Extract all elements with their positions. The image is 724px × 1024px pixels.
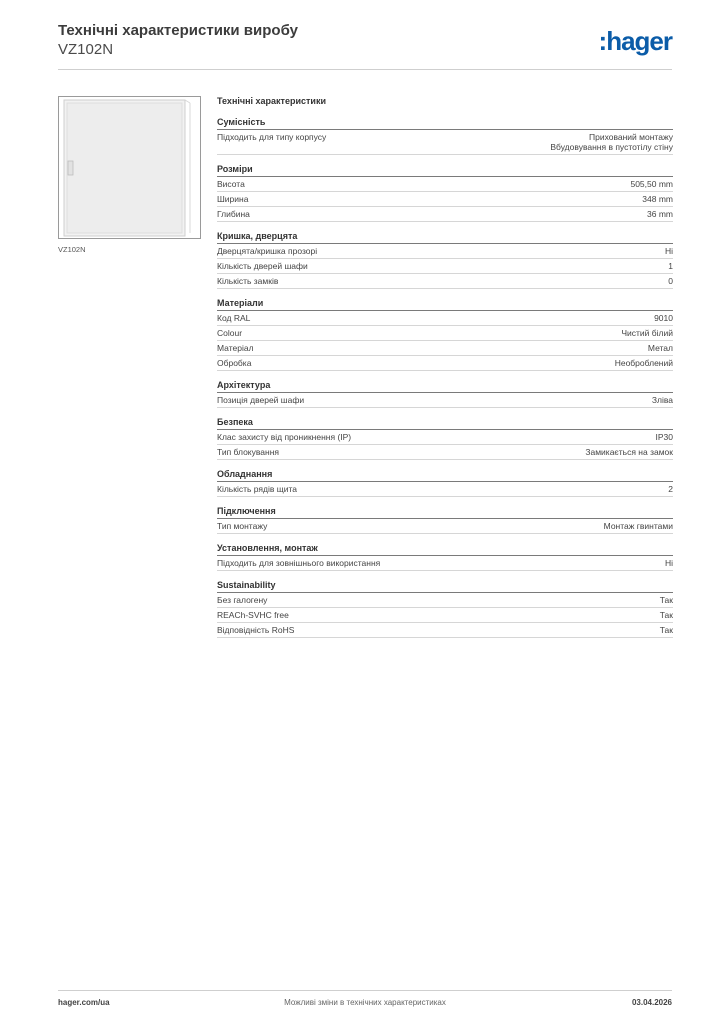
footer-website: hager.com/ua bbox=[58, 998, 110, 1007]
spec-value bbox=[656, 432, 674, 442]
spec-row bbox=[217, 207, 673, 222]
spec-row bbox=[217, 393, 673, 408]
spec-value bbox=[630, 179, 673, 189]
spec-value bbox=[665, 558, 673, 568]
section-title: Обладнання bbox=[217, 469, 673, 482]
spec-value bbox=[621, 328, 673, 338]
spec-row bbox=[217, 623, 673, 638]
spec-value-line: Так bbox=[659, 610, 673, 620]
page-title: Технічні характеристики виробу bbox=[58, 22, 298, 39]
spec-value-line: Так bbox=[659, 625, 673, 635]
spec-section bbox=[217, 380, 673, 408]
spec-label: Матеріал bbox=[217, 343, 254, 353]
spec-value bbox=[642, 194, 673, 204]
section-title: Сумісність bbox=[217, 117, 673, 130]
spec-row bbox=[217, 608, 673, 623]
spec-value-line: 505,50 mm bbox=[630, 179, 673, 189]
spec-row bbox=[217, 556, 673, 571]
spec-value-line: Необроблений bbox=[614, 358, 673, 368]
spec-row bbox=[217, 519, 673, 534]
spec-value bbox=[660, 625, 673, 635]
spec-value bbox=[652, 395, 673, 405]
spec-label: Код RAL bbox=[217, 313, 251, 323]
footer-note: Можливі зміни в технічних характеристиках bbox=[284, 998, 446, 1007]
spec-value-line: 36 mm bbox=[647, 209, 673, 219]
spec-row bbox=[217, 356, 673, 371]
spec-label: Colour bbox=[217, 328, 243, 338]
spec-label: Кількість дверей шафи bbox=[217, 261, 308, 271]
spec-value-line: Монтаж гвинтами bbox=[603, 521, 673, 531]
spec-label: Висота bbox=[217, 179, 245, 189]
spec-value-line: Вбудовування в пустотілу стіну bbox=[550, 142, 673, 152]
section-title: Установлення, монтаж bbox=[217, 543, 673, 556]
flush-door-panel-image bbox=[59, 97, 200, 238]
spec-value bbox=[654, 313, 673, 323]
spec-label: Ширина bbox=[217, 194, 249, 204]
spec-section bbox=[217, 231, 673, 289]
spec-section bbox=[217, 506, 673, 534]
spec-row bbox=[217, 244, 673, 259]
spec-row bbox=[217, 274, 673, 289]
product-image bbox=[58, 96, 201, 239]
spec-label: Дверцята/кришка прозорі bbox=[217, 246, 318, 256]
technical-specs bbox=[217, 96, 673, 647]
spec-label: Кількість замків bbox=[217, 276, 279, 286]
section-title: Матеріали bbox=[217, 298, 673, 311]
spec-value bbox=[604, 521, 673, 531]
section-title: Кришка, дверцята bbox=[217, 231, 673, 244]
spec-section bbox=[217, 543, 673, 571]
section-title: Sustainability bbox=[217, 580, 673, 593]
specs-heading: Технічні характеристики bbox=[217, 96, 326, 106]
spec-row bbox=[217, 482, 673, 497]
spec-value-line: 2 bbox=[668, 484, 673, 494]
spec-value-line: 348 mm bbox=[642, 194, 673, 204]
spec-value-line: Замикається на замок bbox=[585, 447, 673, 457]
spec-value-line: 0 bbox=[668, 276, 673, 286]
spec-value bbox=[615, 358, 673, 368]
spec-value bbox=[668, 261, 673, 271]
footer-date: 03.04.2026 bbox=[631, 998, 672, 1007]
section-title: Підключення bbox=[217, 506, 673, 519]
spec-section bbox=[217, 469, 673, 497]
spec-value-line: 9010 bbox=[654, 313, 673, 323]
spec-value bbox=[585, 447, 673, 457]
page-header bbox=[58, 20, 672, 70]
spec-row bbox=[217, 259, 673, 274]
spec-section bbox=[217, 117, 673, 155]
spec-value-line: Прихований монтажу bbox=[589, 132, 673, 142]
spec-value-line: Ні bbox=[664, 246, 673, 256]
specs-sections bbox=[217, 117, 673, 638]
spec-value-line: Так bbox=[659, 595, 673, 605]
section-title: Розміри bbox=[217, 164, 673, 177]
spec-label: Обробка bbox=[217, 358, 252, 368]
spec-value-line: Зліва bbox=[651, 395, 673, 405]
spec-section bbox=[217, 580, 673, 638]
spec-label: Кількість рядів щита bbox=[217, 484, 297, 494]
spec-section bbox=[217, 164, 673, 222]
hager-logo: :hager bbox=[598, 26, 672, 56]
spec-row bbox=[217, 445, 673, 460]
spec-section bbox=[217, 298, 673, 371]
section-title: Архітектура bbox=[217, 380, 673, 393]
spec-value bbox=[668, 276, 673, 286]
spec-label: Позиція дверей шафи bbox=[217, 395, 305, 405]
spec-label: Глибина bbox=[217, 209, 250, 219]
spec-value bbox=[660, 595, 673, 605]
spec-label: Без галогену bbox=[217, 595, 268, 605]
spec-row bbox=[217, 177, 673, 192]
spec-value bbox=[648, 343, 673, 353]
product-caption: VZ102N bbox=[58, 245, 86, 254]
spec-value-line: 1 bbox=[668, 261, 673, 271]
spec-row bbox=[217, 130, 673, 155]
spec-label: REACh-SVHC free bbox=[217, 610, 289, 620]
spec-label: Клас захисту від проникнення (IP) bbox=[217, 432, 352, 442]
spec-value bbox=[668, 484, 673, 494]
spec-row bbox=[217, 430, 673, 445]
spec-value bbox=[665, 246, 673, 256]
spec-value bbox=[660, 610, 673, 620]
spec-label: Тип блокування bbox=[217, 447, 280, 457]
section-title: Безпека bbox=[217, 417, 673, 430]
spec-row bbox=[217, 326, 673, 341]
product-code: VZ102N bbox=[58, 41, 114, 58]
spec-label: Підходить для зовнішнього використання bbox=[217, 558, 381, 568]
spec-row bbox=[217, 192, 673, 207]
spec-row bbox=[217, 593, 673, 608]
spec-value bbox=[647, 209, 673, 219]
spec-label: Підходить для типу корпусу bbox=[217, 132, 327, 142]
spec-label: Відповідність RoHS bbox=[217, 625, 295, 635]
spec-value-line: Чистий білий bbox=[621, 328, 673, 338]
spec-section bbox=[217, 417, 673, 460]
page-footer bbox=[58, 990, 672, 1011]
spec-value-line: IP30 bbox=[655, 432, 673, 442]
spec-value-line: Ні bbox=[664, 558, 673, 568]
spec-value-line: Метал bbox=[647, 343, 673, 353]
spec-row bbox=[217, 341, 673, 356]
spec-value bbox=[550, 132, 673, 152]
spec-row bbox=[217, 311, 673, 326]
spec-label: Тип монтажу bbox=[217, 521, 268, 531]
